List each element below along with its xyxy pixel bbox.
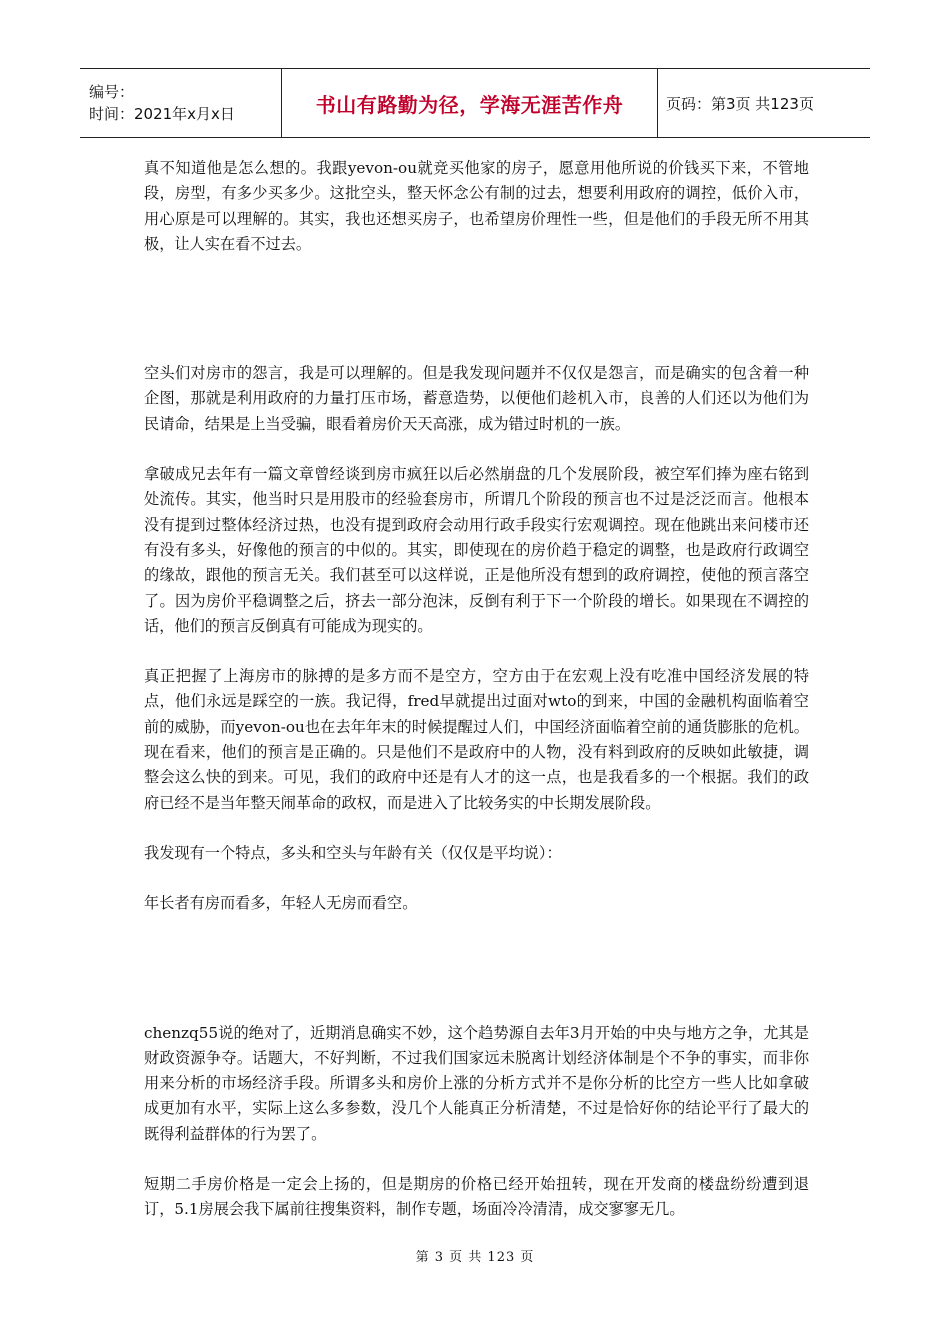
- page-label: 页码：第3页 共123页: [666, 94, 814, 113]
- time-label: 时间：2021年x月x日: [89, 105, 235, 123]
- header-meta: [80, 69, 281, 137]
- header-motto: [281, 69, 658, 137]
- paragraph: 我发现有一个特点，多头和空头与年龄有关（仅仅是平均说）：: [144, 843, 562, 862]
- footer-page-number: 第 3 页 共 123 页: [415, 1250, 535, 1265]
- motto-text: 书山有路勤为径，学海无涯苦作舟: [315, 92, 624, 117]
- paragraph: 拿破成兄去年有一篇文章曾经谈到房市疯狂以后必然崩盘的几个发展阶段，被空军们捧为座右铭到处流传。其实，他当时只是用股市的经验套房市，所谓几个阶段的预言也不过是泛泛而言。他根本没有提到过整体经济过热，也没有提到政府会动用行政手段实行宏观调控。现在他跳出来问楼市还有没有多头，好像他的预言的中似的。其实，即使现在的房价趋于稳定的调整，也是政府行政调空的缘故，跟他的预言无关。我们甚至可以这样说，正是他所没有想到的政府调控，使他的预言落空了。因为房价平稳调整之后，挤去一部分泡沫，反倒有利于下一个阶段的增长。如果现在不调控的话，他们的预言反倒真有可能成为现实的。: [144, 465, 809, 635]
- header-table: [80, 68, 870, 138]
- header-page-info: [658, 69, 870, 137]
- page-footer: [0, 1246, 950, 1265]
- number-label: 编号：: [89, 83, 135, 101]
- paragraph: 空头们对房市的怨言，我是可以理解的。但是我发现问题并不仅仅是怨言，而是确实的包含着一种企图，那就是利用政府的力量打压市场，蓄意造势，以便他们趁机入市，良善的人们还以为他们为民请命，结果是上当受骗，眼看着房价天天高涨，成为错过时机的一族。: [144, 364, 809, 433]
- paragraph: 真正把握了上海房市的脉搏的是多方而不是空方，空方由于在宏观上没有吃准中国经济发展的特点，他们永远是踩空的一族。我记得，fred早就提出过面对wto的到来，中国的金融机构面临着空前的威胁，而yevon-ou也在去年年末的时候提醒过人们，中国经济面临着空前的通货膨胀的危机。现在看来，他们的预言是正确的。只是他们不是政府中的人物，没有料到政府的反映如此敏捷，调整会这么快的到来。可见，我们的政府中还是有人才的这一点，也是我看多的一个根据。我们的政府已经不是当年整天闹革命的政权，而是进入了比较务实的中长期发展阶段。: [144, 667, 809, 812]
- paragraph: 年长者有房而看多，年轻人无房而看空。: [144, 894, 418, 913]
- paragraph: chenzq55说的绝对了，近期消息确实不妙，这个趋势源自去年3月开始的中央与地方之争，尤其是财政资源争夺。话题大，不好判断，不过我们国家远未脱离计划经济体制是个不争的事实，而非你用来分析的市场经济手段。所谓多头和房价上涨的分析方式并不是你分析的比空方一些人比如拿破成更加有水平，实际上这么多参数，没几个人能真正分析清楚，不过是恰好你的结论平行了最大的既得利益群体的行为罢了。: [144, 1023, 809, 1143]
- document-body: [144, 156, 809, 1223]
- paragraph: 短期二手房价格是一定会上扬的，但是期房的价格已经开始扭转，现在开发商的楼盘纷纷遭到退订，5.1房展会我下属前往搜集资料，制作专题，场面冷冷清清，成交寥寥无几。: [144, 1175, 809, 1219]
- paragraph: 真不知道他是怎么想的。我跟yevon-ou就竞买他家的房子，愿意用他所说的价钱买下来，不管地段，房型，有多少买多少。这批空头，整天怀念公有制的过去，想要利用政府的调控，低价入市，用心原是可以理解的。其实，我也还想买房子，也希望房价理性一些，但是他们的手段无所不用其极，让人实在看不过去。: [144, 159, 809, 253]
